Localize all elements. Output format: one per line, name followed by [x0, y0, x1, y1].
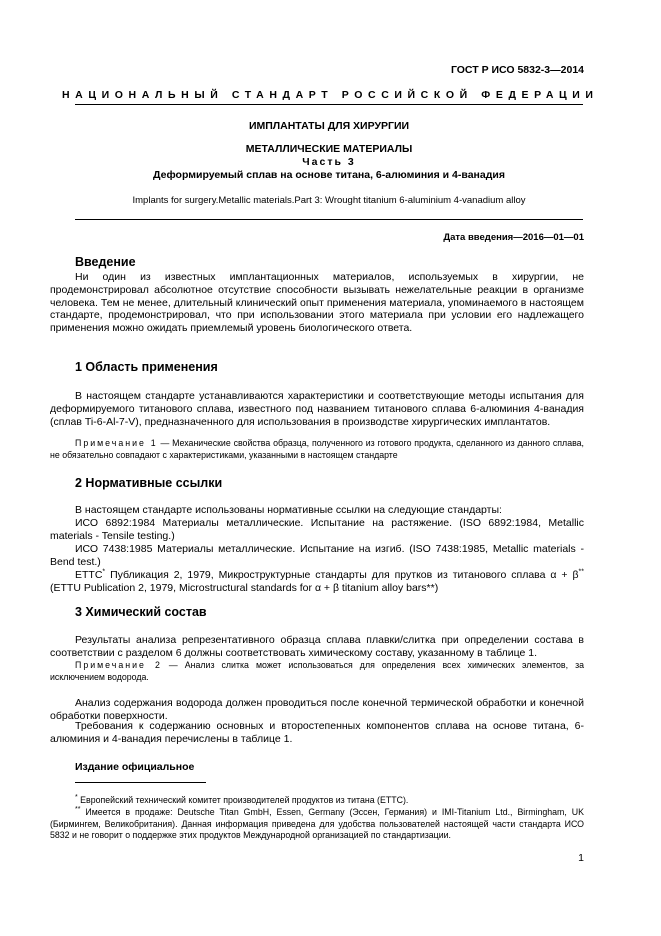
note-1-label: Примечание 1 — [75, 438, 158, 448]
ettc-text: Публикация 2, 1979, Микроструктурные стандарты для прутков из титанового сплава α + β — [105, 569, 579, 581]
section-3-paragraph-3: Требования к содержанию основных и второстепенных компонентов сплава на основе титана, 6-алюминия и 4-ванадия перечислены в таблице 1. — [50, 720, 584, 745]
note-2-label: Примечание 2 — [75, 660, 162, 670]
official-edition: Издание официальное — [75, 761, 195, 773]
note-1-text: — Механические свойства образца, полученного из готового продукта, сделанного из данного сплава, не обязательно совпадают с характеристиками, указанными в настоящем стандарте — [50, 438, 584, 460]
section-3-paragraph-1: Результаты анализа репрезентативного образца сплава плавки/слитка при определении состава в соответствии с разделом 6 должны соответствовать химическому составу, указанному в таблице 1. — [50, 634, 584, 659]
footnote-2-text: Имеется в продаже: Deutsche Titan GmbH, Essen, Germany (Эссен, Германия) и IMI-Titanium Ltd., Birmingham, UK (Бирмингем, Великобритания). Данная информация приведена для удобства пользователей настоящей части стандарта ИСО 5832 и не говорит о поддержке этих продуктов Международной организацией по стандартизации. — [50, 807, 584, 840]
section-3-note — [50, 660, 584, 683]
reference-iso-6892: ИСО 6892:1984 Материалы металлические. Испытание на растяжение. (ISO 6892:1984, Metallic materials - Tensile testing.) — [50, 517, 584, 542]
footnote-rule — [75, 782, 206, 783]
english-title: Implants for surgery.Metallic materials.Part 3: Wrought titanium 6-aluminium 4-vanadium alloy — [132, 195, 526, 206]
section-3-heading: 3 Химический состав — [75, 605, 207, 619]
section-3-paragraph-2: Анализ содержания водорода должен проводиться после конечной термической обработки и конечной обработки поверхности. — [50, 697, 584, 722]
title-rule — [75, 219, 583, 220]
footnote-1-mark: * — [75, 794, 78, 802]
footnote-mark-1: * — [102, 568, 106, 576]
standard-number: ГОСТ Р ИСО 5832-3—2014 — [450, 64, 584, 76]
ettc-tail: (ETTU Publication 2, 1979, Microstructural standards for α + β titanium alloy bars**) — [50, 581, 439, 594]
introduction-heading: Введение — [75, 255, 136, 269]
national-standard-banner: НАЦИОНАЛЬНЫЙ СТАНДАРТ РОССИЙСКОЙ ФЕДЕРАЦИИ — [62, 89, 599, 101]
footnote-1-text: Европейский технический комитет производителей продуктов из титана (ЕТТС). — [77, 795, 409, 805]
note-2-text: — Анализ слитка может использоваться для определения всех химических элементов, за исключением водорода. — [50, 660, 584, 682]
section-1-heading: 1 Область применения — [75, 360, 218, 374]
title-line-1: ИМПЛАНТАТЫ ДЛЯ ХИРУРГИИ — [248, 120, 410, 132]
introduction-date: Дата введения—2016—01—01 — [443, 232, 584, 243]
footnote-2-mark: ** — [75, 806, 81, 814]
section-1-note — [50, 438, 584, 461]
section-2-intro: В настоящем стандарте использованы нормативные ссылки на следующие стандарты: — [75, 504, 502, 516]
ettc-code: ЕТТС — [75, 569, 103, 581]
footnote-2 — [50, 807, 584, 842]
reference-iso-7438: ИСО 7438:1985 Материалы металлические. Испытание на изгиб. (ISO 7438:1985, Metallic materials - Bend test.) — [50, 543, 584, 568]
footnote-mark-2: ** — [578, 568, 584, 576]
title-part: Часть 3 — [302, 156, 356, 168]
header-rule — [75, 104, 583, 105]
footnote-1 — [50, 795, 584, 807]
section-2-heading: 2 Нормативные ссылки — [75, 476, 223, 490]
title-line-4: Деформируемый сплав на основе титана, 6-алюминия и 4-ванадия — [153, 169, 505, 181]
page-number: 1 — [578, 852, 584, 864]
introduction-text: Ни один из известных имплантационных материалов, используемых в хирургии, не продемонстрировал абсолютное отсутствие способности вызывать нежелательные реакции в организме человека. Тем не менее, длительный клинический опыт применения материала, упоминаемого в настоящем стандарте, продемонстрировал, что при использовании этого материала при условии его надлежащего применения можно ожидать приемлемый уровень биологического ответа. — [50, 271, 584, 335]
title-line-2: МЕТАЛЛИЧЕСКИЕ МАТЕРИАЛЫ — [245, 143, 413, 155]
reference-ettc — [50, 569, 584, 595]
section-1-text: В настоящем стандарте устанавливаются характеристики и соответствующие методы испытания для деформируемого титанового сплава, известного под названием титанового сплава 6-алюминия 4-ванадия (сплав Ti-6-Al-7-V), предназначенного для использования в производстве хирургических имплантатов. — [50, 390, 584, 428]
